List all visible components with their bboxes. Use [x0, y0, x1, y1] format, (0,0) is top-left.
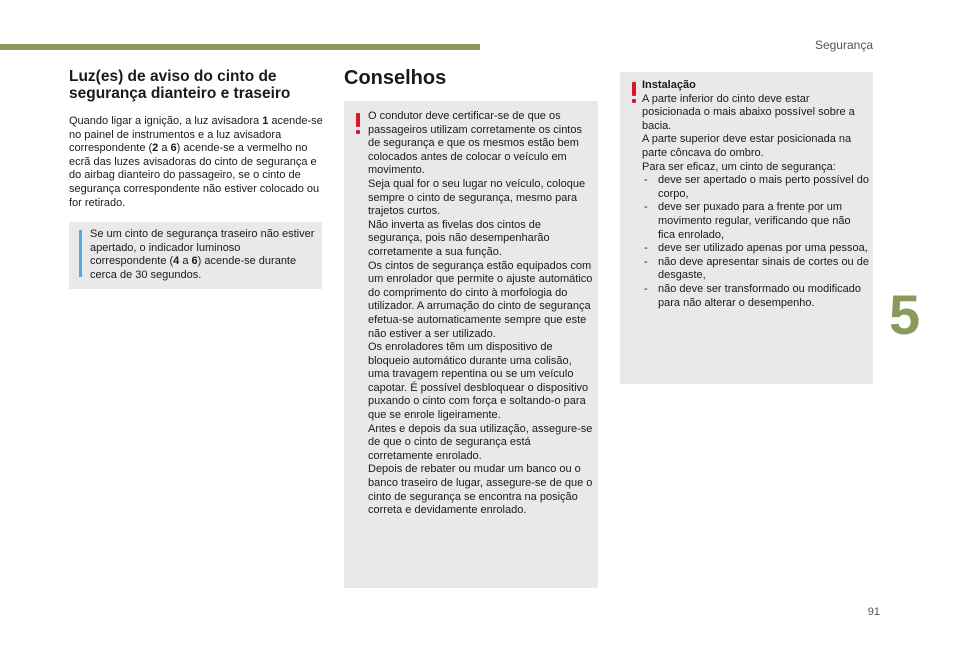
list-item: - deve ser utilizado apenas por uma pessoa, [642, 242, 870, 256]
installation-warning-box [620, 72, 873, 384]
advice-heading: Conselhos [344, 67, 447, 89]
info-box [69, 222, 322, 289]
list-item: - deve ser puxado para a frente por um movimento regular, verificando que não fica enrolado, [642, 201, 870, 242]
info-icon [79, 230, 82, 277]
advice-text: O condutor deve certificar-se de que os passageiros utilizam corretamente os cintos de segurança e que os mesmos estão bem colocados antes de colocar o veículo em movimento. Seja qual for o seu lugar no veículo, coloque sempre o cinto de segurança, mesmo para trajetos curtos. Não inverta as fivelas dos cintos de segurança, pois não desempenharão corretamente a sua função. Os cintos de segurança estão equipados com um enrolador que permite o ajuste automático do comprimento do cinto à morfologia do utilizador. A arrumação do cinto de segurança efetua-se automaticamente sempre que este não estiver a ser utilizado. Os enroladores têm um dispositivo de bloqueio automático durante uma colisão, uma travagem repentina ou se um veículo capotar. É possível desbloquear o dispositivo puxando o cinto com força e soltando-o para que se enrole ligeiramente. Antes e depois da sua utilização, assegure-se de que o cinto de segurança está corretamente enrolado. Depois de rebater ou mudar um banco ou o banco traseiro de lugar, assegure-se de que o cinto de segurança se encontra na posição correta e devidamente enrolado. [368, 110, 593, 517]
advice-warning-box [344, 101, 598, 588]
seatbelt-warning-section [69, 68, 325, 210]
info-text: Se um cinto de segurança traseiro não estiver apertado, o indicador luminoso correspondente (4 a 6) acende-se durante cerca de 30 segundos. [90, 228, 315, 281]
installation-content [642, 79, 870, 310]
warning-exclamation-icon [356, 113, 360, 134]
installation-label: Instalação [642, 79, 696, 91]
list-item: - não deve ser transformado ou modificado para não alterar o desempenho. [642, 283, 870, 310]
list-item: - não deve apresentar sinais de cortes ou de desgaste, [642, 256, 870, 283]
seatbelt-warning-paragraph: Quando ligar a ignição, a luz avisadora 1 acende-se no painel de instrumentos e a luz avisadora correspondente (2 a 6) acende-se a vermelho no ecrã das luzes avisadoras do cinto de segurança e do airbag dianteiro do passageiro, se o cinto de segurança correspondente não estiver colocado ou for retirado. [69, 115, 323, 209]
page-number: 91 [867, 606, 880, 618]
seatbelt-warning-heading: Luz(es) de aviso do cinto de segurança dianteiro e traseiro [69, 68, 291, 102]
warning-exclamation-icon [632, 82, 636, 103]
chapter-number: 5 [889, 283, 921, 346]
header-accent-bar [0, 44, 480, 50]
installation-intro: A parte inferior do cinto deve estar posicionada o mais abaixo possível sobre a bacia. A parte superior deve estar posicionada na parte côncava do ombro. Para ser eficaz, um cinto de segurança: [642, 92, 855, 173]
section-title: Segurança [814, 38, 873, 52]
list-item: - deve ser apertado o mais perto possível do corpo, [642, 174, 870, 201]
installation-list [642, 174, 870, 310]
